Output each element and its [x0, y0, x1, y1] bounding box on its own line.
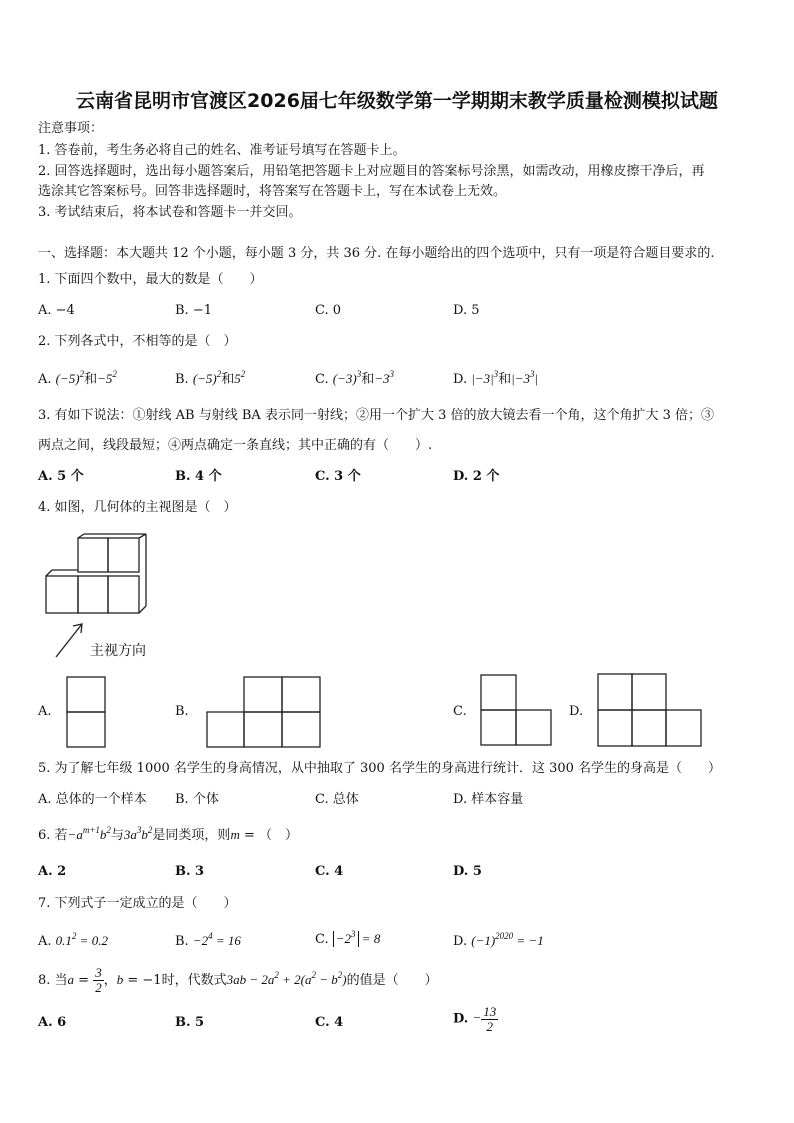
- q5-option-d: D. 样本容量: [453, 792, 524, 807]
- notice-item: 3. 考试结束后，将本试卷和答题卡一并交回。: [38, 205, 302, 220]
- question-3-line2: 两点之间，线段最短；④两点确定一条直线；其中正确的有（ ）.: [38, 438, 433, 453]
- q6-option-c: C. 4: [315, 864, 344, 879]
- q7-option-c: C. $-2^3 = 8$: [315, 929, 381, 947]
- q4-option-d-figure: [597, 673, 705, 749]
- q5-option-c: C. 总体: [315, 792, 359, 807]
- q1-option-c: C. 0: [315, 303, 342, 318]
- notice-heading: 注意事项：: [38, 121, 104, 136]
- q3-option-d: D. 2 个: [453, 469, 500, 484]
- view-direction-label: 主视方向: [90, 643, 146, 659]
- q2-option-b: B. $(-5)^2$和$5^2$: [175, 369, 246, 387]
- question-1-stem: 1. 下面四个数中，最大的数是（ ）: [38, 272, 263, 287]
- question-7-stem: 7. 下列式子一定成立的是（ ）: [38, 896, 237, 911]
- notice-item: 1. 答卷前，考生务必将自己的姓名、准考证号填写在答题卡上。: [38, 143, 406, 158]
- q8-option-c: C. 4: [315, 1015, 344, 1030]
- q2-option-c: C. $(-3)^3$和$-3^3$: [315, 369, 394, 387]
- question-6-stem: 6. 若$-a^{m+1}b^2$与$3a^3b^2$是同类项，则m = （ ）: [38, 825, 299, 843]
- q5-option-a: A. 总体的一个样本: [38, 792, 147, 807]
- question-8-stem: 8. 当a = $\frac{3}{2}$ ，b = −1时，代数式$3ab - 2a^2 + 2(a^2 - b^2)$的值是（ ）: [38, 965, 438, 995]
- q5-option-b: B. 个体: [175, 792, 219, 807]
- q4-option-c-figure: [480, 674, 554, 748]
- notice-item: 选涂其它答案标号。回答非选择题时，将答案写在答题卡上，写在本试卷上无效。: [38, 184, 507, 199]
- q6-option-a: A. 2: [38, 864, 67, 879]
- q3-option-c: C. 3 个: [315, 469, 361, 484]
- q4-option-d-label: D.: [569, 704, 584, 719]
- question-3-line1: 3. 有如下说法：①射线 AB 与射线 BA 表示同一射线；②用一个扩大 3 倍的放大镜去看一个角，这个角扩大 3 倍；③: [38, 408, 715, 423]
- q4-option-a-label: A.: [38, 704, 52, 719]
- question-5-stem: 5. 为了解七年级 1000 名学生的身高情况，从中抽取了 300 名学生的身高进行统计．这 300 名学生的身高是（ ）: [38, 761, 722, 776]
- q6-option-d: D. 5: [453, 864, 482, 879]
- q3-option-a: A. 5 个: [38, 469, 84, 484]
- q6-option-b: B. 3: [175, 864, 205, 879]
- q3-option-b: B. 4 个: [175, 469, 222, 484]
- q1-option-d: D. 5: [453, 303, 480, 318]
- question-2-stem: 2. 下列各式中，不相等的是（ ）: [38, 334, 237, 349]
- q8-option-d: D. − $\frac{13}{2}$: [453, 1004, 497, 1034]
- section-heading: 一、选择题：本大题共 12 个小题，每小题 3 分，共 36 分. 在每小题给出的四个选项中，只有一项是符合题目要求的.: [38, 246, 715, 261]
- q2-option-d: D. $|-3|^3$和$|-3^3|$: [453, 369, 539, 387]
- q1-option-a: A. −4: [38, 303, 75, 318]
- question-4-stem: 4. 如图，几何体的主视图是（ ）: [38, 500, 237, 515]
- q4-option-a-figure: [66, 676, 108, 750]
- q7-option-b: B. $-2^4 = 16$: [175, 931, 241, 949]
- q2-option-a: A. $(-5)^2$和$-5^2$: [38, 369, 117, 387]
- q1-option-b: B. −1: [175, 303, 212, 318]
- q4-option-c-label: C.: [453, 704, 467, 719]
- q4-option-b-figure: [206, 676, 326, 750]
- page-title: 云南省昆明市官渡区2026届七年级数学第一学期期末教学质量检测模拟试题: [76, 90, 718, 112]
- q8-option-b: B. 5: [175, 1015, 205, 1030]
- notice-item: 2. 回答选择题时，选出每小题答案后，用铅笔把答题卡上对应题目的答案标号涂黑，如需改动，用橡皮擦干净后，再: [38, 164, 705, 179]
- q4-option-b-label: B.: [175, 704, 189, 719]
- q8-option-a: A. 6: [38, 1015, 67, 1030]
- q7-option-a: A. $0.1^2 = 0.2$: [38, 931, 108, 949]
- q7-option-d: D. $(-1)^{2020} = -1$: [453, 931, 544, 949]
